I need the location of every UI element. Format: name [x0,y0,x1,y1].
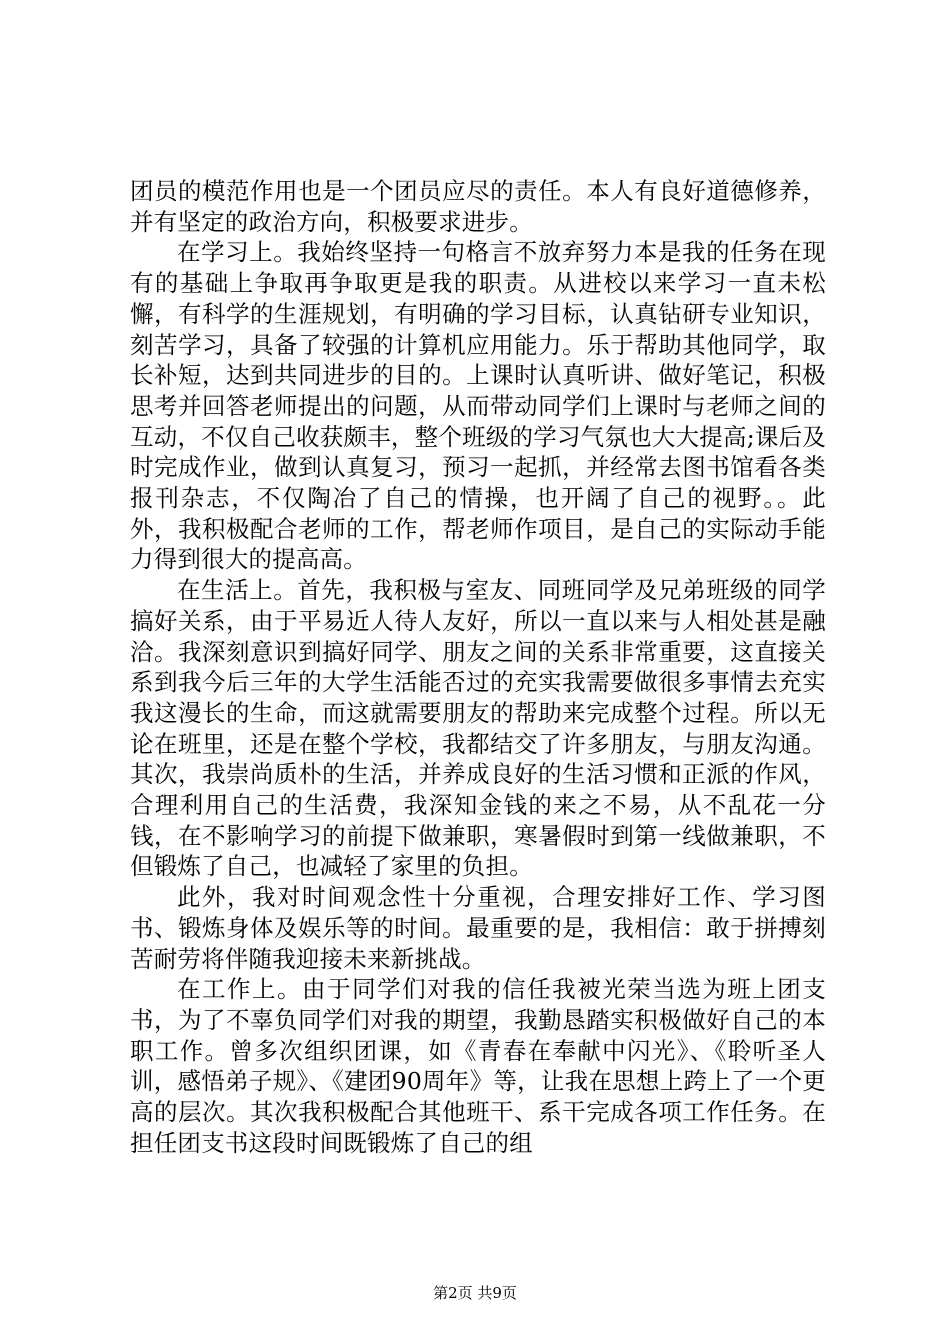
paragraph-life: 在生活上。首先，我积极与室友、同班同学及兄弟班级的同学搞好关系，由于平易近人待人友好，所以一直以来与人相处甚是融洽。我深刻意识到搞好同学、朋友之间的关系非常重要，这直接关系到我今后三年的大学生活能否过的充实我需要做很多事情去充实我这漫长的生命，而这就需要朋友的帮助来完成整个过程。所以无论在班里，还是在整个学校，我都结交了许多朋友，与朋友沟通。其次，我崇尚质朴的生活，并养成良好的生活习惯和正派的作风，合理利用自己的生活费，我深知金钱的来之不易，从不乱花一分钱，在不影响学习的前提下做兼职，寒暑假时到第一线做兼职，不但锻炼了自己，也减轻了家里的负担。 [130,576,826,881]
paragraph-work: 在工作上。由于同学们对我的信任我被光荣当选为班上团支书，为了不辜负同学们对我的期望，我勤恳踏实积极做好自己的本职工作。曾多次组织团课，如《青春在奉献中闪光》、《聆听圣人训，感悟弟子规》、《建团90周年》等，让我在思想上跨上了一个更高的层次。其次我积极配合其他班干、系干完成各项工作任务。在担任团支书这段时间既锻炼了自己的组 [130,975,826,1157]
paragraph-time: 此外，我对时间观念性十分重视，合理安排好工作、学习图书、锻炼身体及娱乐等的时间。最重要的是，我相信：敢于拼搏刻苦耐劳将伴随我迎接未来新挑战。 [130,883,826,973]
document-body [130,176,826,1159]
paragraph-study: 在学习上。我始终坚持一句格言不放弃努力本是我的任务在现有的基础上争取再争取更是我的职责。从进校以来学习一直未松懈，有科学的生涯规划，有明确的学习目标，认真钻研专业知识，刻苦学习，具备了较强的计算机应用能力。乐于帮助其他同学，取长补短，达到共同进步的目的。上课时认真听讲、做好笔记，积极思考并回答老师提出的问题，从而带动同学们上课时与老师之间的互动，不仅自己收获颇丰，整个班级的学习气氛也大大提高;课后及时完成作业，做到认真复习，预习一起抓，并经常去图书馆看各类报刊杂志，不仅陶冶了自己的情操，也开阔了自己的视野。。此外，我积极配合老师的工作，帮老师作项目，是自己的实际动手能力得到很大的提高高。 [130,238,826,574]
page-number-footer: 第2页 共9页 [433,1284,517,1302]
paragraph-continuation: 团员的模范作用也是一个团员应尽的责任。本人有良好道德修养，并有坚定的政治方向，积极要求进步。 [130,177,826,236]
